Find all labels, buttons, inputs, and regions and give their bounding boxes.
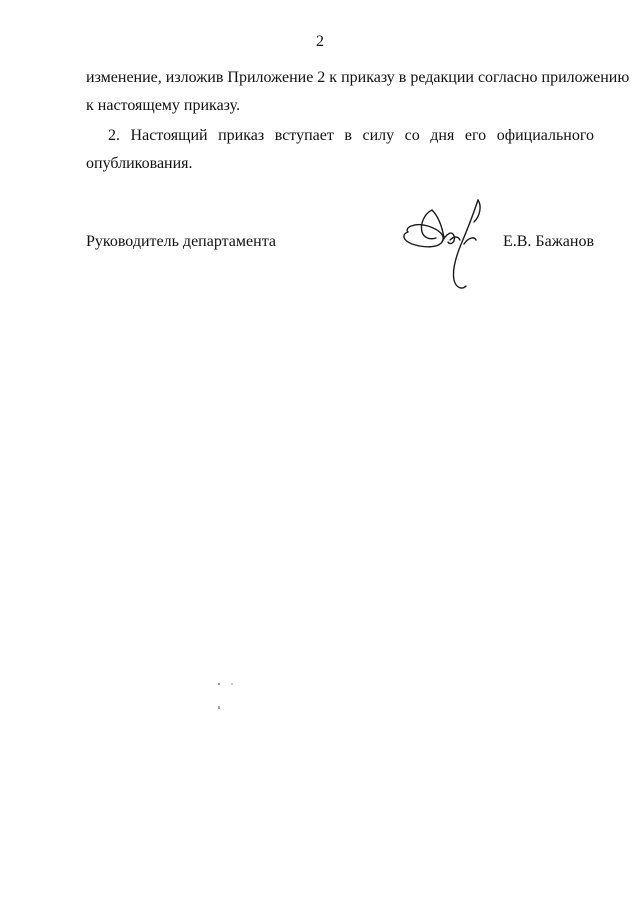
signer-position: Руководитель департамента: [86, 233, 276, 250]
paragraph-effective-date: [86, 122, 594, 178]
handwritten-signature-icon: [394, 192, 504, 296]
paragraph-continuation: [86, 64, 630, 120]
paragraph-line: опубликования.: [86, 155, 193, 172]
signature-block: [86, 228, 594, 258]
page-number: 2: [316, 33, 324, 50]
paragraph-line: к настоящему приказу.: [86, 97, 241, 114]
paragraph-line: изменение, изложив Приложение 2 к приказу в редакции согласно приложению: [86, 69, 630, 86]
paragraph-line: 2. Настоящий приказ вступает в силу со дня его официального: [108, 127, 594, 144]
signer-name: Е.В. Бажанов: [502, 233, 594, 250]
scan-specks-icon: [212, 680, 242, 720]
